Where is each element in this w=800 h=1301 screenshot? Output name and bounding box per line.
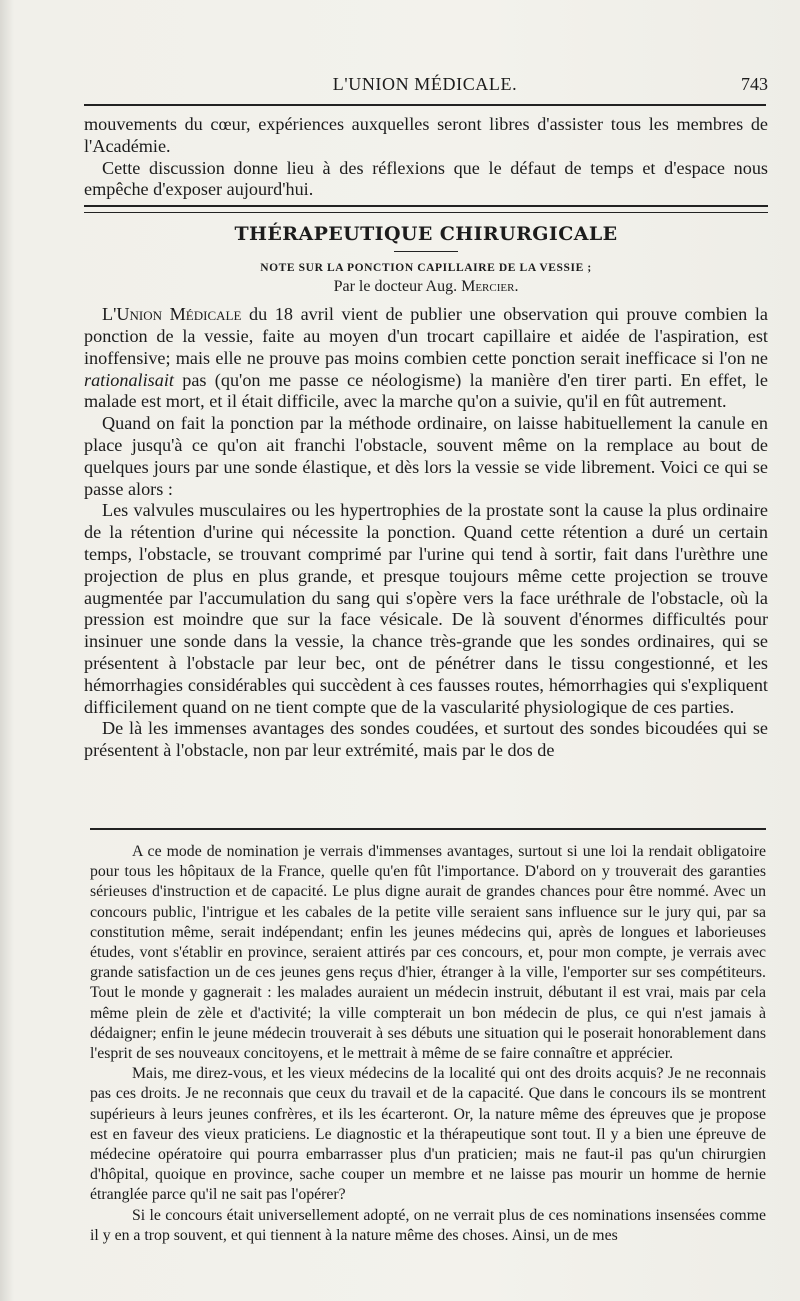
header-rule <box>84 104 766 106</box>
journal-reference: L'Union Médicale <box>102 304 242 325</box>
intro-paragraph: Cette discussion donne lieu à des réflexions que le défaut de temps et d'espace nous empêche d'exposer aujourd'hui. <box>84 157 768 200</box>
article-text: pas (qu'on me passe ce néologisme) la manière d'en tirer parti. En effet, le malade est mort, et il était difficile, avec la marche qu'on a suivie, qu'il en fût autrement. <box>84 369 768 412</box>
article-paragraph: De là les immenses avantages des sondes coudées, et surtout des sondes bicoudées qui se présentent à l'obstacle, non par leur extrémité, mais par le dos de <box>84 718 768 761</box>
journal-title: L'UNION MÉDICALE. <box>332 74 518 94</box>
author-name: Mercier <box>461 278 515 296</box>
italic-word: rationalisait <box>84 369 174 390</box>
footnote-rule <box>90 828 766 830</box>
running-header <box>82 72 768 102</box>
footnote-paragraph: Si le concours était universellement adopté, on ne verrait plus de ces nominations insensées comme il y en a trop souvent, et qui tiennent à la nature même des choses. Ainsi, un de mes <box>90 1206 766 1244</box>
article-paragraph: Quand on fait la ponction par la méthode ordinaire, on laisse habituellement la canule en place jusqu'à ce qu'on ait franchi l'obstacle, souvent même on la remplace au bout de quelques jours par une sonde élastique, et dès lors la vessie se vide librement. Voici ce qui se passe alors : <box>84 413 768 499</box>
footnote <box>90 842 766 1246</box>
main-text <box>84 114 768 762</box>
footnote-paragraph: Mais, me direz-vous, et les vieux médecins de la localité qui ont des droits acquis? Je ne reconnais pas ces droits. Je ne reconnais que ceux du travail et de la capacité. Que dans le concours ils se montrent supérieurs à leurs jeunes confrères, et ils les écarteront. Or, la nature même des épreuves que je propose est en faveur des vieux praticiens. Le diagnostic et la thérapeutique sont tout. Il y a bien une épreuve de médecine opératoire qui pourra embarrasser plus d'un praticien; mais ne faut-il pas qu'un chirurgien d'hôpital, quoique en province, sache couper un membre et ne laisse pas mourir un homme de hernie étranglée parce qu'il ne sait pas l'opérer? <box>90 1065 766 1204</box>
footnote-paragraph: A ce mode de nomination je verrais d'immenses avantages, surtout si une loi la rendait obligatoire pour tous les hôpitaux de la France, quelle qu'en fût l'importance. D'abord on y trouverait des garanties sérieuses d'instruction et de capacité. Le plus digne aurait de grandes chances pour être nommé. Avec un concours public, l'intrigue et les cabales de la petite ville seraient sans influence sur le jury qui, par sa constitution même, serait indépendant; enfin les jeunes médecins qui, après de longues et laborieuses études, vont s'établir en province, seraient attirés par ces concours, et, pour mon compte, je verrais avec grande satisfaction un de ces jeunes gens reçus d'hier, étranger à la ville, l'emporter sur ses compétiteurs. Tout le monde y gagnerait : les malades auraient un médecin instruit, débutant il est vrai, mais par cela même plein de zèle et d'activité; la ville compterait un bon médecin de plus, ce qui n'est jamais à dédaigner; enfin le jeune médecin trouverait à ses débuts une situation qui le poserait honorablement dans l'esprit de ses nouveaux concitoyens, et le mettrait à même de se faire connaître et apprécier. <box>90 843 766 1063</box>
byline-prefix: Par le docteur Aug. <box>333 278 462 296</box>
byline <box>84 278 768 296</box>
note-title: NOTE SUR LA PONCTION CAPILLAIRE DE LA VESSIE ; <box>260 262 592 275</box>
article-paragraph <box>84 304 768 413</box>
article-paragraph: Les valvules musculaires ou les hypertrophies de la prostate sont la cause la plus ordinaire de la rétention d'urine qui nécessite la ponction. Quand cette rétention a duré un certain temps, l'obstacle, se trouvant comprimé par l'urine qui tend à sortir, fait dans l'urèthre une projection de plus en plus grande, et presque toujours même cette projection se trouve augmentée par l'accumulation du sang qui s'opère vers la face uréthrale de l'obstacle, où la pression est moindre que sur la face vésicale. De là souvent d'énormes difficultés pour insinuer une sonde dans la vessie, la chance très-grande que les sondes ordinaires, qui se présentent à l'obstacle par leur bec, ont de pénétrer dans le tissu congestionné, et les hémorrhagies considérables qui succèdent à ces fausses routes, hémorrhagies qui s'expliquent difficilement quand on ne tient compte que de la vascularité physiologique de ces parties. <box>84 500 768 717</box>
title-rule <box>394 251 458 252</box>
intro-paragraph: mouvements du cœur, expériences auxquelles seront libres d'assister tous les membres de l'Académie. <box>84 114 768 156</box>
byline-suffix: . <box>514 278 519 296</box>
section-divider <box>84 205 768 213</box>
section-title: THÉRAPEUTIQUE CHIRURGICALE <box>234 223 618 246</box>
article-text: du 18 avril vient de publier une observation qui prouve combien la ponction de la vessie, faite au moyen d'un trocart capillaire et aidée de l'aspiration, est inoffensive; mais elle ne prouve pas moins combien cette ponction serait inefficace si l'on ne <box>84 304 768 368</box>
page-number: 743 <box>741 74 768 94</box>
